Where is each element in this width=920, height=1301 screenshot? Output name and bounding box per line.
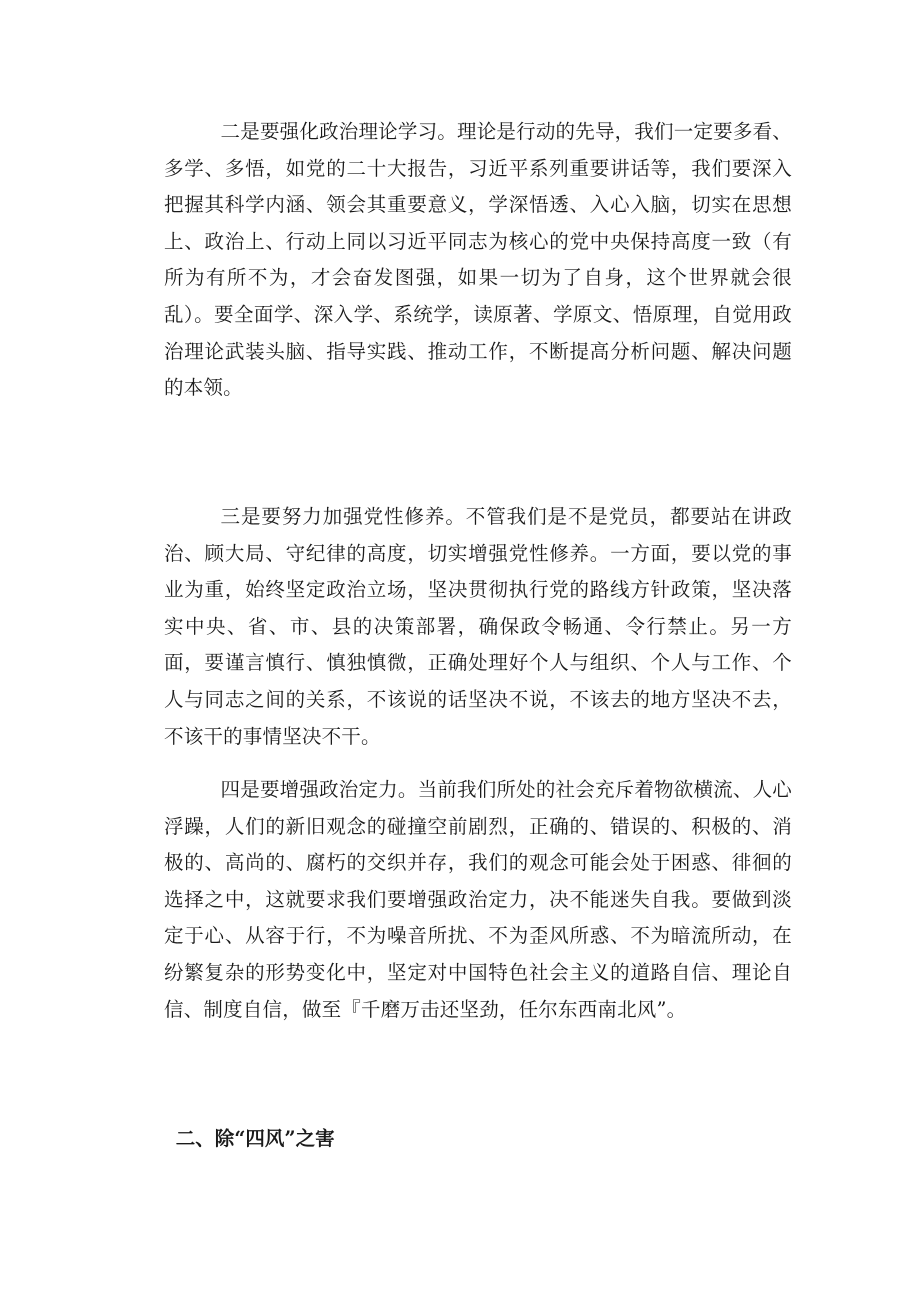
paragraph-political-determination: 四是要增强政治定力。当前我们所处的社会充斥着物欲横流、人心浮躁，人们的新旧观念的碰撞空前剧烈，正确的、错误的、积极的、消极的、高尚的、腐朽的交织并存，我们的观念可能会处于困惑、徘徊的选择之中，这就要求我们要增强政治定力，决不能迷失自我。要做到淡定于心、从容于行，不为噪音所扰、不为歪风所惑、不为暗流所动，在纷繁复杂的形势变化中，坚定对中国特色社会主义的道路自信、理论自信、制度自信，做至『千磨万击还坚劲，任尔东西南北风”。 xyxy=(164,778,792,1021)
section-heading: 二、除“四风”之害 xyxy=(175,1127,335,1150)
paragraph-party-spirit-cultivation: 三是要努力加强党性修养。不管我们是不是党员，都要站在讲政治、顾大局、守纪律的高度，切实增强党性修养。一方面，要以党的事业为重，始终坚定政治立场，坚决贯彻执行党的路线方针政策，坚决落实中央、省、市、县的决策部署，确保政令畅通、令行禁止。另一方面，要谨言慎行、慎独慎微，正确处理好个人与组织、个人与工作、个人与同志之间的关系，不该说的话坚决不说，不该去的地方坚决不去，不该干的事情坚决不干。 xyxy=(164,505,792,748)
paragraph-political-theory-study: 二是要强化政治理论学习。理论是行动的先导，我们一定要多看、多学、多悟，如党的二十大报告，习近平系列重要讲话等，我们要深入把握其科学内涵、领会其重要意义，学深悟透、入心入脑，切实在思想上、政治上、行动上同以习近平同志为核心的党中央保持高度一致（有所为有所不为，才会奋发图强，如果一切为了自身，这个世界就会很乱）。要全面学、深入学、系统学，读原著、学原文、悟原理，自觉用政治理论武装头脑、指导实践、推动工作，不断提高分析问题、解决问题的本领。 xyxy=(164,120,792,400)
